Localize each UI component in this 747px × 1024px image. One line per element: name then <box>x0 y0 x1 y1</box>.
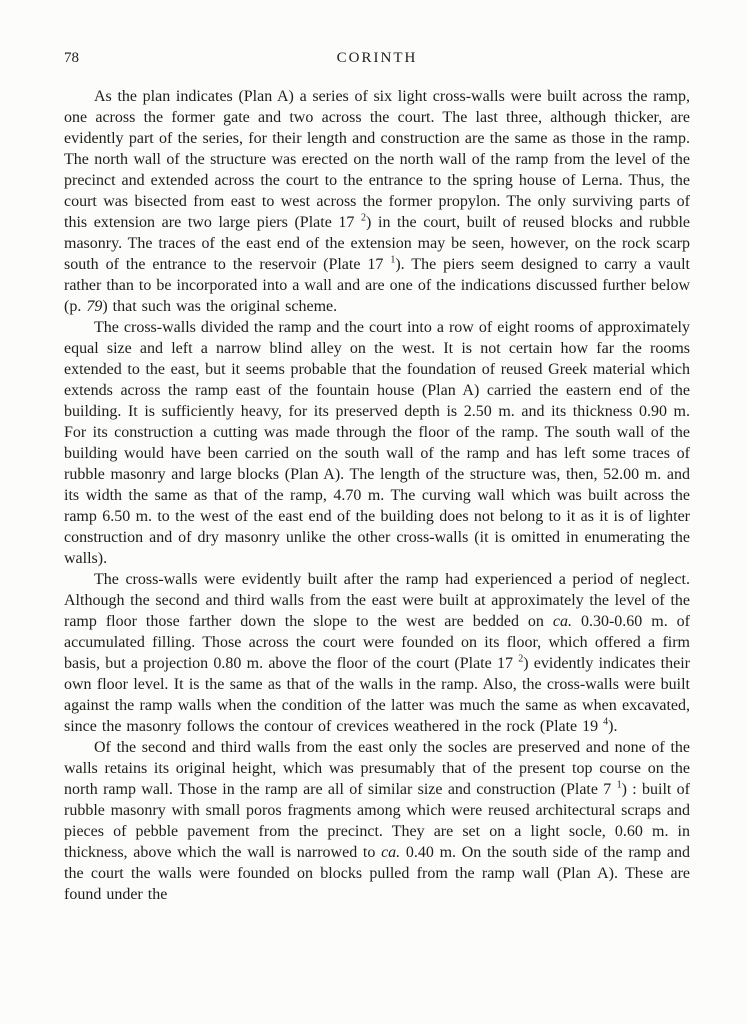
italic-run: ca. <box>552 613 572 630</box>
page-number: 78 <box>64 50 79 66</box>
footnote-ref: 2 <box>361 212 367 224</box>
running-head: CORINTH <box>336 50 418 66</box>
italic-run: 79 <box>86 298 103 315</box>
text-run: ). The piers seem designed to carry a vault rather than to be incorporated into a wall and are one of the indications discussed further below (p. <box>64 256 690 315</box>
text-run: 0.30-0.60 m. of accumulated filling. Those across the court were founded on its floor, which offered a firm basis, but a projection 0.80 m. above the floor of the court (Plate 17 <box>64 613 691 672</box>
text-run: As the plan indicates (Plan A) a series of six light cross-walls were built across the ramp, one across the former gate and two across the court. The last three, although thicker, are evidently part of the series, for their length and construction are the same as those in the ramp. The north wall of the structure was erected on the north wall of the ramp from the level of the precinct and extended across the court to the entrance to the spring house of Lerna. Thus, the court was bisected from east to west across the former propylon. The only surviving parts of this extension are two large piers (Plate 17 <box>64 88 690 231</box>
text-run: 0.40 m. On the south side of the ramp and the court the walls were founded on blocks pulled from the ramp wall (Plan A). These are found under the <box>64 844 690 903</box>
text-run: ). <box>608 718 618 735</box>
footnote-ref: 2 <box>518 653 524 665</box>
text-body <box>64 86 690 905</box>
text-run: ) in the court, built of reused blocks and rubble masonry. The traces of the east end of the extension may be seen, however, on the rock scarp south of the entrance to the reservoir (Plate 17 <box>64 214 690 273</box>
footnote-ref: 1 <box>616 779 622 791</box>
paragraph <box>64 86 690 317</box>
text-run: ) evidently indicates their own floor level. It is the same as that of the walls in the ramp. Also, the cross-walls were built against the ramp walls when the condition of the latter was much the same as when excavated, since the masonry follows the contour of crevices weathered in the rock (Plate 19 <box>64 655 691 735</box>
paragraph <box>64 317 690 569</box>
text-run: ) that such was the original scheme. <box>102 298 338 315</box>
text-run: Of the second and third walls from the east only the socles are preserved and none of the walls retains its original height, which was presumably that of the present top course on the north ramp wall. Those in the ramp are all of similar size and construction (Plate 7 <box>64 739 690 798</box>
paragraph <box>64 569 690 737</box>
text-run: The cross-walls were evidently built after the ramp had experienced a period of neglect. Although the second and third walls from the east were built at approximately the level of the ramp floor those farther down the slope to the west are bedded on <box>64 571 690 630</box>
text-run: The cross-walls divided the ramp and the court into a row of eight rooms of approximately equal size and left a narrow blind alley on the west. It is not certain how far the rooms extended to the east, but it seems probable that the foundation of reused Greek material which extends across the ramp east of the fountain house (Plan A) carried the eastern end of the building. It is sufficiently heavy, for its preserved depth is 2.50 m. and its thickness 0.90 m. For its construction a cutting was made through the floor of the ramp. The south wall of the building would have been carried on the south wall of the ramp and has left some traces of rubble masonry and large blocks (Plan A). The length of the structure was, then, 52.00 m. and its width the same as that of the ramp, 4.70 m. The curving wall which was built across the ramp 6.50 m. to the west of the east end of the building does not belong to it as it is of lighter construction and of dry masonry unlike the other cross-walls (it is omitted in enumerating the walls). <box>64 319 690 567</box>
paragraph <box>64 737 690 905</box>
text-run: ) : built of rubble masonry with small poros fragments among which were reused architectural scraps and pieces of pebble pavement from the precinct. They are set on a light socle, 0.60 m. in thickness, above which the wall is narrowed to <box>64 781 690 861</box>
italic-run: ca. <box>381 844 401 861</box>
footnote-ref: 4 <box>603 716 609 728</box>
footnote-ref: 1 <box>390 254 396 266</box>
page-header <box>64 50 690 70</box>
